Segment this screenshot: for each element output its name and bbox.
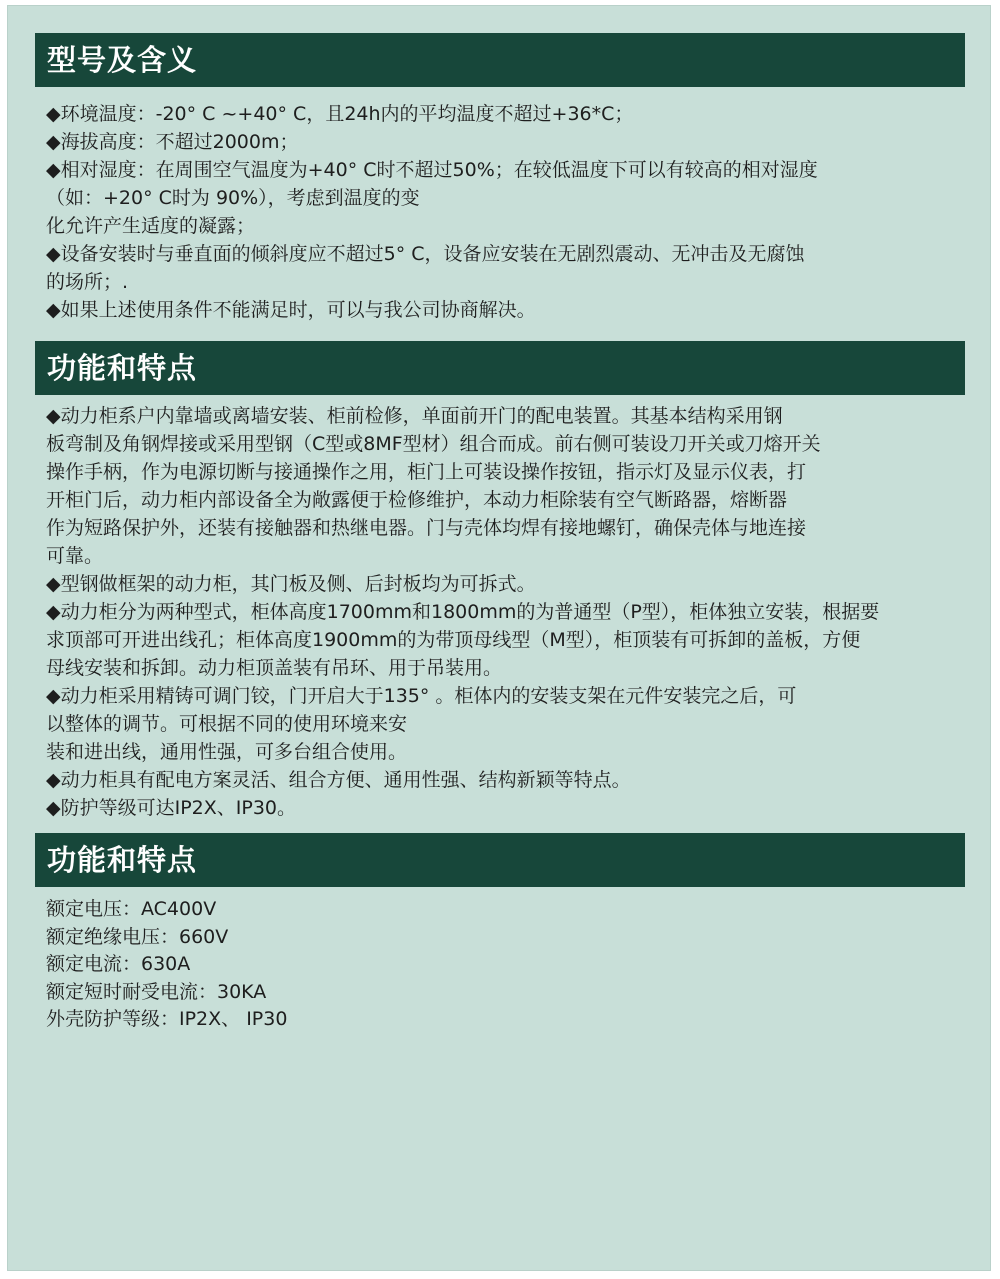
text-line: ◆设备安装时与垂直面的倾斜度应不超过5° C，设备应安装在无剧烈震动、无冲击及无腐蚀 xyxy=(46,243,805,265)
text-line: 作为短路保护外，还装有接触器和热继电器。门与壳体均焊有接地螺钉，确保壳体与地连接 xyxy=(46,517,807,539)
text-line: ◆动力柜系户内靠墙或离墙安装、柜前检修，单面前开门的配电装置。其基本结构采用钢 xyxy=(46,405,783,427)
text-line: 板弯制及角钢焊接或采用型钢（C型或8MF型材）组合而成。前右侧可装设刀开关或刀熔开关 xyxy=(46,433,821,455)
text-line: 化允许产生适度的凝露； xyxy=(46,215,256,237)
text-line: （如：+20° C时为 90%），考虑到温度的变 xyxy=(46,187,420,209)
text-line: 可靠。 xyxy=(46,545,104,567)
text-line: 以整体的调节。可根据不同的使用环境来安 xyxy=(46,713,408,735)
text-line: 操作手柄，作为电源切断与接通操作之用，柜门上可装设操作按钮，指示灯及显示仪表，打 xyxy=(46,461,807,483)
spec-page xyxy=(7,5,991,1271)
text-line: ◆型钢做框架的动力柜，其门板及侧、后封板均为可拆式。 xyxy=(46,573,536,595)
text-line: ◆防护等级可达IP2X、IP30。 xyxy=(46,797,297,819)
section-header-model: 型号及含义 xyxy=(35,33,965,87)
spec-line-protection-class: 外壳防护等级：IP2X、 IP30 xyxy=(46,1008,288,1030)
section-body-model xyxy=(46,100,962,324)
spec-line-short-time-current: 额定短时耐受电流：30KA xyxy=(46,980,267,1003)
text-line: ◆海拔高度：不超过2000m； xyxy=(46,131,299,153)
text-line: ◆动力柜分为两种型式，柜体高度1700mm和1800mm的为普通型（P型），柜体独立安装，根据要 xyxy=(46,601,880,623)
section-header-features: 功能和特点 xyxy=(35,341,965,395)
text-line: 求顶部可开进出线孔；柜体高度1900mm的为带顶母线型（M型），柜顶装有可拆卸的盖板，方便 xyxy=(46,629,861,651)
spec-line-rated-voltage: 额定电压：AC400V xyxy=(46,898,217,920)
text-line: 母线安装和拆卸。动力柜顶盖装有吊环、用于吊装用。 xyxy=(46,657,503,679)
spec-line-rated-current: 额定电流：630A xyxy=(46,953,191,975)
spec-line-insulation-voltage: 额定绝缘电压：660V xyxy=(46,925,229,948)
text-line: ◆如果上述使用条件不能满足时，可以与我公司协商解决。 xyxy=(46,299,536,321)
text-line: ◆动力柜具有配电方案灵活、组合方便、通用性强、结构新颖等特点。 xyxy=(46,769,631,791)
section-body-features xyxy=(46,402,962,822)
text-line: 开柜门后，动力柜内部设备全为敞露便于检修维护，本动力柜除装有空气断路器，熔断器 xyxy=(46,489,788,511)
text-line: ◆动力柜采用精铸可调门铰，门开启大于135° 。柜体内的安装支架在元件安装完之后，可 xyxy=(46,685,797,707)
section-body-ratings xyxy=(46,896,962,1034)
text-line: ◆相对湿度：在周围空气温度为+40° C时不超过50%；在较低温度下可以有较高的相对湿度 xyxy=(46,159,818,181)
text-line: ◆环境温度：-20° C ~+40° C，且24h内的平均温度不超过+36*C； xyxy=(46,103,634,125)
section-header-ratings: 功能和特点 xyxy=(35,833,965,887)
text-line: 的场所；. xyxy=(46,271,129,293)
text-line: 装和进出线，通用性强，可多台组合使用。 xyxy=(46,741,408,763)
